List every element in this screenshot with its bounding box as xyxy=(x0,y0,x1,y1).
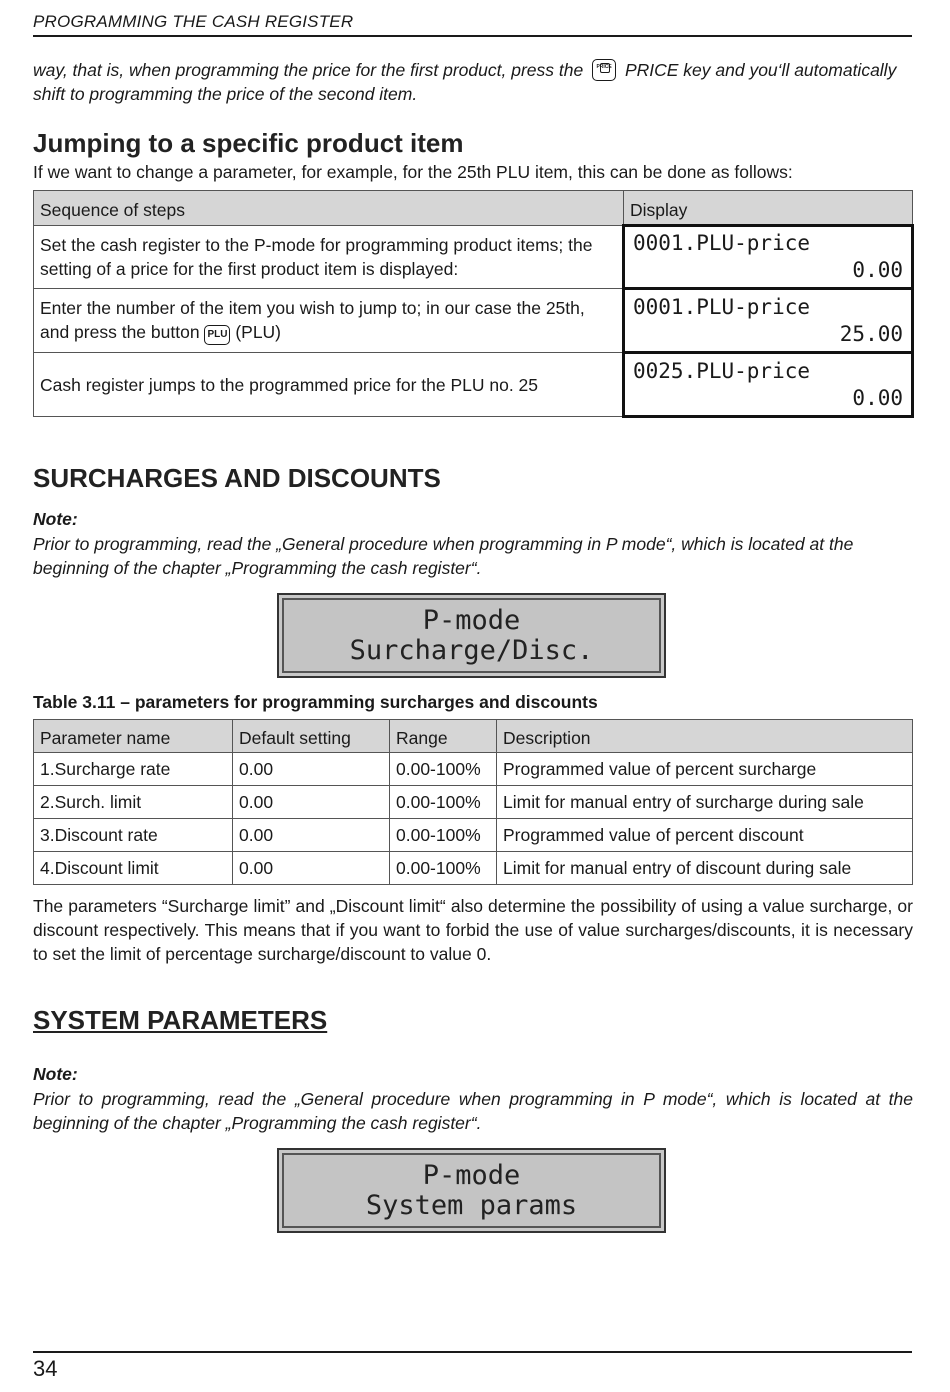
display-readout xyxy=(624,226,913,289)
step-text: Cash register jumps to the programmed price for the PLU no. 25 xyxy=(34,353,624,417)
cell-default-setting: 0.00 xyxy=(233,786,390,819)
cell-description: Programmed value of percent discount xyxy=(497,819,913,852)
steps-table-header xyxy=(34,191,913,226)
surcharges-note-label: Note: xyxy=(33,509,78,529)
table-row xyxy=(34,753,913,786)
cell-range: 0.00-100% xyxy=(390,852,497,885)
surcharges-section-title: SURCHARGES AND DISCOUNTS xyxy=(33,463,441,493)
display-line-1: 0025.PLU-price xyxy=(633,358,811,383)
steps-table xyxy=(33,190,914,418)
running-header: PROGRAMMING THE CASH REGISTER xyxy=(33,12,354,31)
table-row xyxy=(34,353,913,417)
cell-range: 0.00-100% xyxy=(390,753,497,786)
display-line-2: 0.00 xyxy=(852,385,903,410)
system-section-title: SYSTEM PARAMETERS xyxy=(33,1005,328,1035)
footer-rule xyxy=(33,1351,912,1353)
cell-parameter-name: 1.Surcharge rate xyxy=(34,753,233,786)
cell-default-setting: 0.00 xyxy=(233,753,390,786)
cell-default-setting: 0.00 xyxy=(233,852,390,885)
step-text-after: (PLU) xyxy=(235,322,282,342)
cell-range: 0.00-100% xyxy=(390,786,497,819)
table-row xyxy=(34,786,913,819)
display-line-2: 25.00 xyxy=(839,321,903,346)
cell-parameter-name: 3.Discount rate xyxy=(34,819,233,852)
step-text-before: Enter the number of the item you wish to jump to; in our case the 25th, and press the button xyxy=(40,298,585,342)
cell-default-setting: 0.00 xyxy=(233,819,390,852)
header-parameter-name: Parameter name xyxy=(34,720,233,753)
price-key-icon xyxy=(592,59,616,81)
jump-section-title: Jumping to a specific product item xyxy=(33,128,464,158)
parameters-table-header xyxy=(34,720,913,753)
lcd-display-system xyxy=(277,1148,666,1233)
intro-paragraph xyxy=(33,58,913,106)
lcd-line-2: Surcharge/Disc. xyxy=(349,635,594,666)
lcd-line-1: P-mode xyxy=(422,605,521,636)
header-range: Range xyxy=(390,720,497,753)
display-readout xyxy=(624,289,913,353)
table-row xyxy=(34,852,913,885)
limits-paragraph: The parameters “Surcharge limit” and „Discount limit“ also determine the possibility of using a value surcharge, or discount respectively. This means that if you want to forbid the use of value surcharges/discounts, it is necessary to set the limit of percentage surcharge/discount to value 0. xyxy=(33,896,913,964)
cell-description: Programmed value of percent surcharge xyxy=(497,753,913,786)
header-default-setting: Default setting xyxy=(233,720,390,753)
table-row xyxy=(34,226,913,289)
lcd-line-1: P-mode xyxy=(422,1160,521,1191)
step-text: Set the cash register to the P-mode for programming product items; the setting of a price for the first product item is displayed: xyxy=(34,226,624,289)
display-readout xyxy=(624,353,913,417)
cell-parameter-name: 2.Surch. limit xyxy=(34,786,233,819)
step-text xyxy=(34,289,624,353)
steps-header-display: Display xyxy=(624,191,913,226)
display-line-1: 0001.PLU-price xyxy=(633,294,811,319)
system-note-label: Note: xyxy=(33,1064,78,1084)
header-description: Description xyxy=(497,720,913,753)
table-row xyxy=(34,289,913,353)
cell-parameter-name: 4.Discount limit xyxy=(34,852,233,885)
surcharges-note-text: Prior to programming, read the „General procedure when programming in P mode“, which is located at the beginning of the chapter „Programming the cash register“. xyxy=(33,534,854,578)
display-line-2: 0.00 xyxy=(852,258,903,282)
intro-text-before: way, that is, when programming the price for the first product, press the xyxy=(33,60,584,80)
cell-range: 0.00-100% xyxy=(390,819,497,852)
lcd-display-surcharge xyxy=(277,593,666,678)
cell-description: Limit for manual entry of surcharge during sale xyxy=(497,786,913,819)
parameters-table xyxy=(33,719,913,885)
table-row xyxy=(34,819,913,852)
page-number: 34 xyxy=(33,1356,58,1381)
cell-description: Limit for manual entry of discount during sale xyxy=(497,852,913,885)
system-note-text: Prior to programming, read the „General procedure when programming in P mode“, which is located at the beginning of the chapter „Programming the cash register“. xyxy=(33,1089,913,1133)
intro-text-after: PRICE key and you‘ll automatically shift to programming the price of the second item. xyxy=(33,60,897,104)
price-key-label: PRICE xyxy=(596,64,612,70)
jump-lead-text: If we want to change a parameter, for example, for the 25th PLU item, this can be done as follows: xyxy=(33,162,793,182)
steps-header-sequence: Sequence of steps xyxy=(34,191,624,226)
header-rule xyxy=(33,35,912,37)
lcd-line-2: System params xyxy=(365,1190,578,1221)
plu-key-icon: PLU xyxy=(204,325,230,345)
table-caption: Table 3.11 – parameters for programming surcharges and discounts xyxy=(33,692,598,712)
display-line-1: 0001.PLU-price xyxy=(633,231,811,255)
